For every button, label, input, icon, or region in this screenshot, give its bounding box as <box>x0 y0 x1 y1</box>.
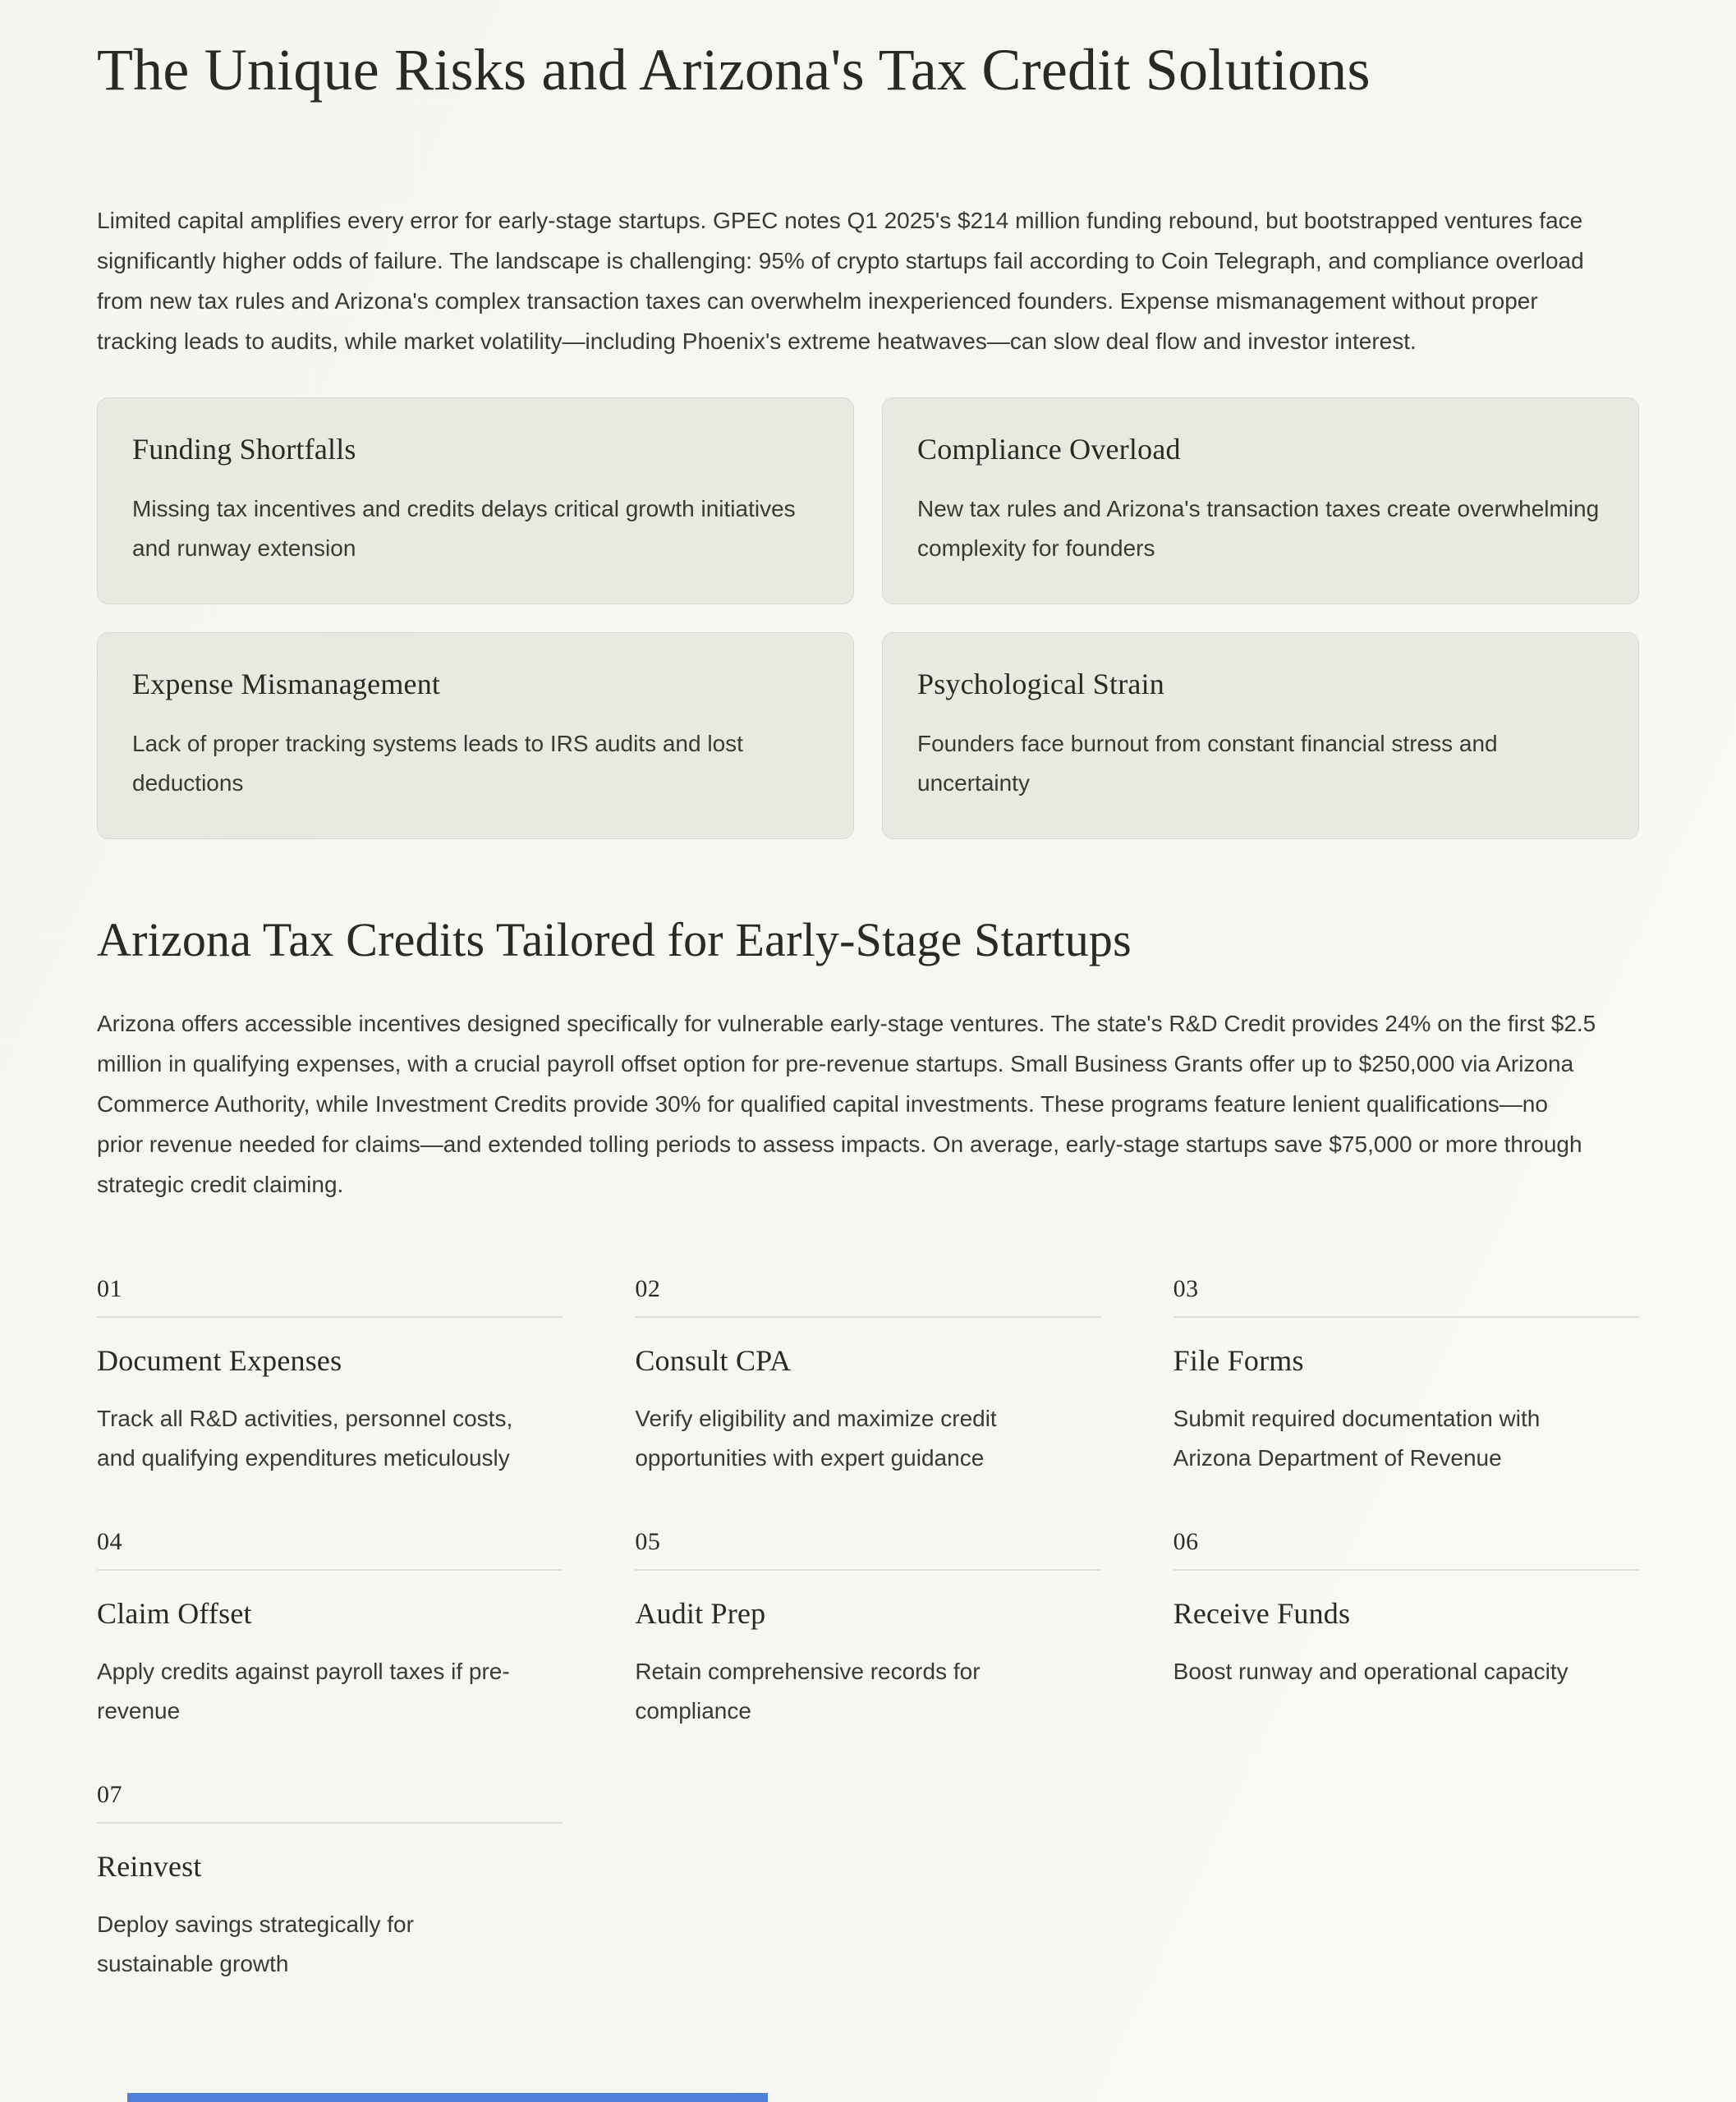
step-divider <box>1173 1316 1639 1318</box>
step-divider <box>1173 1569 1639 1571</box>
step-item-file-forms <box>1173 1275 1639 1477</box>
step-title: Receive Funds <box>1173 1597 1351 1631</box>
step-divider <box>97 1569 563 1571</box>
step-description: Apply credits against payroll taxes if pre-revenue <box>97 1659 510 1723</box>
step-title: Reinvest <box>97 1850 202 1884</box>
section-title-risks: The Unique Risks and Arizona's Tax Credit Solutions <box>97 37 1371 103</box>
section-title-tax-credits: Arizona Tax Credits Tailored for Early-Stage Startups <box>97 913 1132 967</box>
risk-card-description: Lack of proper tracking systems leads to IRS audits and lost deductions <box>132 731 743 796</box>
step-number: 07 <box>97 1781 122 1809</box>
step-title: Document Expenses <box>97 1344 342 1378</box>
step-number: 04 <box>97 1528 122 1556</box>
risk-card-title: Psychological Strain <box>917 668 1164 701</box>
bottom-accent-bar <box>127 2093 768 2102</box>
step-number: 01 <box>97 1275 122 1303</box>
risk-card-description: Founders face burnout from constant financial stress and uncertainty <box>917 731 1498 796</box>
step-divider <box>97 1316 563 1318</box>
step-item-audit-prep <box>635 1528 1100 1730</box>
step-number: 05 <box>635 1528 661 1556</box>
step-divider <box>635 1569 1100 1571</box>
risk-card-title: Funding Shortfalls <box>132 433 356 466</box>
step-title: File Forms <box>1173 1344 1304 1378</box>
risks-intro-paragraph: Limited capital amplifies every error for early-stage startups. GPEC notes Q1 2025's $214 million funding rebound, but bootstrapped ventures face significantly higher odds of failure. The landscape is challenging: 95% of crypto startups fail according to Coin Telegraph, and compliance overload from new tax rules and Arizona's complex transaction taxes can overwhelm inexperienced founders. Expense mismanagement without proper tracking leads to audits, while market volatility—including Phoenix's extreme heatwaves—can slow deal flow and investor interest. <box>97 208 1584 355</box>
step-description: Track all R&D activities, personnel costs, and qualifying expenditures meticulously <box>97 1406 513 1471</box>
step-item-document-expenses <box>97 1275 563 1477</box>
step-number: 02 <box>635 1275 661 1303</box>
step-description: Verify eligibility and maximize credit opportunities with expert guidance <box>635 1406 997 1471</box>
step-description: Retain comprehensive records for compliance <box>635 1659 981 1723</box>
risk-card-description: Missing tax incentives and credits delays critical growth initiatives and runway extension <box>132 496 796 561</box>
risk-cards-grid <box>97 397 1639 839</box>
step-number: 06 <box>1173 1528 1199 1556</box>
risk-card-title: Expense Mismanagement <box>132 668 441 701</box>
risk-card-description: New tax rules and Arizona's transaction taxes create overwhelming complexity for founders <box>917 496 1600 561</box>
risk-card-funding-shortfalls <box>97 397 854 604</box>
step-title: Audit Prep <box>635 1597 766 1631</box>
risk-card-psychological-strain <box>882 632 1639 839</box>
step-title: Claim Offset <box>97 1597 252 1631</box>
step-description: Deploy savings strategically for sustainable growth <box>97 1912 414 1977</box>
step-item-reinvest <box>97 1781 563 1983</box>
step-item-claim-offset <box>97 1528 563 1730</box>
risk-card-compliance-overload <box>882 397 1639 604</box>
risk-card-title: Compliance Overload <box>917 433 1181 466</box>
step-item-consult-cpa <box>635 1275 1100 1477</box>
tax-credits-intro-paragraph: Arizona offers accessible incentives designed specifically for vulnerable early-stage ventures. The state's R&D Credit provides 24% on the first $2.5 million in qualifying expenses, with a crucial payroll offset option for pre-revenue startups. Small Business Grants offer up to $250,000 via Arizona Commerce Authority, while Investment Credits provide 30% for qualified capital investments. These programs feature lenient qualifications—no prior revenue needed for claims—and extended tolling periods to assess impacts. On average, early-stage startups save $75,000 or more through strategic credit claiming. <box>97 1011 1596 1198</box>
step-divider <box>635 1316 1100 1318</box>
step-divider <box>97 1822 563 1824</box>
risk-card-expense-mismanagement <box>97 632 854 839</box>
step-title: Consult CPA <box>635 1344 792 1378</box>
step-number: 03 <box>1173 1275 1199 1303</box>
step-description: Boost runway and operational capacity <box>1173 1659 1568 1685</box>
step-description: Submit required documentation with Arizona Department of Revenue <box>1173 1406 1541 1471</box>
step-item-receive-funds <box>1173 1528 1639 1730</box>
steps-grid <box>97 1275 1639 2017</box>
